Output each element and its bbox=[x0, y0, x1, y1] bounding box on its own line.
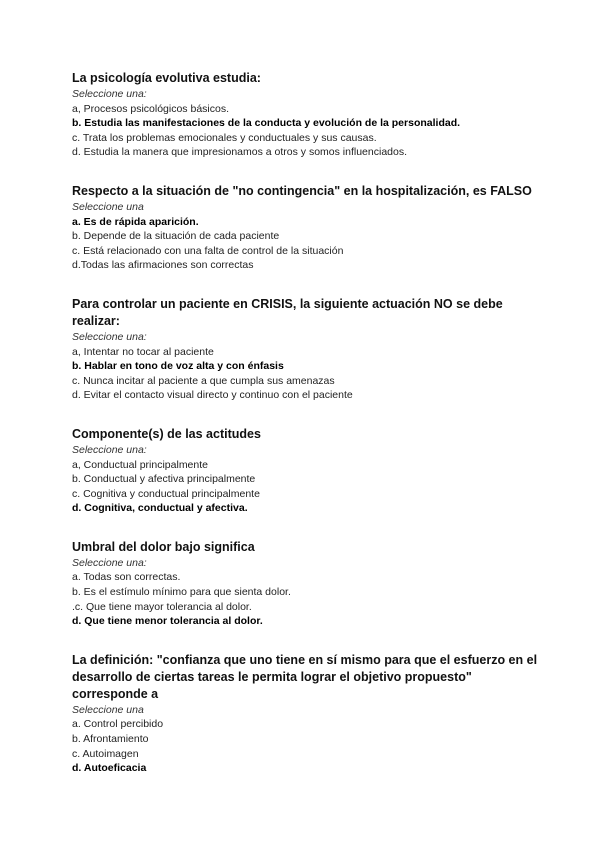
question-4 bbox=[72, 426, 542, 516]
answer-option-d-correct: d. Que tiene menor tolerancia al dolor. bbox=[72, 615, 263, 628]
question-2 bbox=[72, 183, 542, 273]
answer-option-b: b. Es el estímulo mínimo para que sienta dolor. bbox=[72, 586, 291, 599]
question-instruction: Seleccione una bbox=[72, 200, 144, 213]
answer-option-b: b. Afrontamiento bbox=[72, 733, 149, 746]
answer-option-a: a. Todas son correctas. bbox=[72, 571, 181, 584]
answer-option-c: c. Cognitiva y conductual principalmente bbox=[72, 487, 260, 500]
answer-option-c: c. Trata los problemas emocionales y conductuales y sus causas. bbox=[72, 131, 377, 144]
question-instruction: Seleccione una: bbox=[72, 443, 147, 456]
answer-option-a: a, Conductual principalmente bbox=[72, 458, 208, 471]
question-instruction: Seleccione una: bbox=[72, 88, 147, 100]
question-instruction: Seleccione una bbox=[72, 703, 144, 716]
answer-option-a: a. Control percibido bbox=[72, 718, 164, 731]
question-instruction: Seleccione una: bbox=[72, 330, 147, 343]
answer-option-c: c. Está relacionado con una falta de control de la situación bbox=[72, 244, 344, 257]
answer-option-d-correct: d. Cognitiva, conductual y afectiva. bbox=[72, 502, 248, 515]
answer-option-c: .c. Que tiene mayor tolerancia al dolor. bbox=[72, 600, 252, 613]
answer-option-d: d.Todas las afirmaciones son correctas bbox=[72, 259, 254, 272]
answer-option-a: a, Procesos psicológicos básicos. bbox=[72, 102, 229, 115]
answer-option-b-correct: b. Estudia las manifestaciones de la conducta y evolución de la personalidad. bbox=[72, 117, 461, 130]
question-3 bbox=[72, 296, 542, 403]
question-title: Para controlar un paciente en CRISIS, la siguiente actuación NO se debe realizar: bbox=[72, 296, 503, 328]
answer-option-b: b. Depende de la situación de cada paciente bbox=[72, 230, 280, 243]
question-title: La definición: "confianza que uno tiene en sí mismo para que el esfuerzo en el desarrollo de ciertas tareas le permita lograr el objetivo propuesto" corresponde a bbox=[72, 652, 538, 701]
answer-option-d-correct: d. Autoeficacia bbox=[72, 762, 147, 775]
quiz-document bbox=[72, 70, 542, 799]
answer-option-d: d. Evitar el contacto visual directo y continuo con el paciente bbox=[72, 389, 353, 402]
question-title: Respecto a la situación de "no contingencia" en la hospitalización, es FALSO bbox=[72, 183, 532, 198]
answer-option-b: b. Conductual y afectiva principalmente bbox=[72, 473, 256, 486]
answer-option-a: a, Intentar no tocar al paciente bbox=[72, 345, 214, 358]
question-title: Umbral del dolor bajo significa bbox=[72, 539, 255, 554]
answer-option-a-correct: a. Es de rápida aparición. bbox=[72, 215, 199, 228]
answer-option-c: c. Autoimagen bbox=[72, 747, 139, 760]
question-title: Componente(s) de las actitudes bbox=[72, 426, 261, 441]
question-5 bbox=[72, 539, 542, 629]
question-6 bbox=[72, 652, 542, 776]
question-title: La psicología evolutiva estudia: bbox=[72, 71, 261, 85]
question-1 bbox=[72, 70, 542, 160]
answer-option-b-correct: b. Hablar en tono de voz alta y con énfasis bbox=[72, 360, 284, 373]
question-instruction: Seleccione una: bbox=[72, 556, 147, 569]
answer-option-d: d. Estudia la manera que impresionamos a otros y somos influenciados. bbox=[72, 146, 408, 159]
answer-option-c: c. Nunca incitar al paciente a que cumpla sus amenazas bbox=[72, 374, 335, 387]
